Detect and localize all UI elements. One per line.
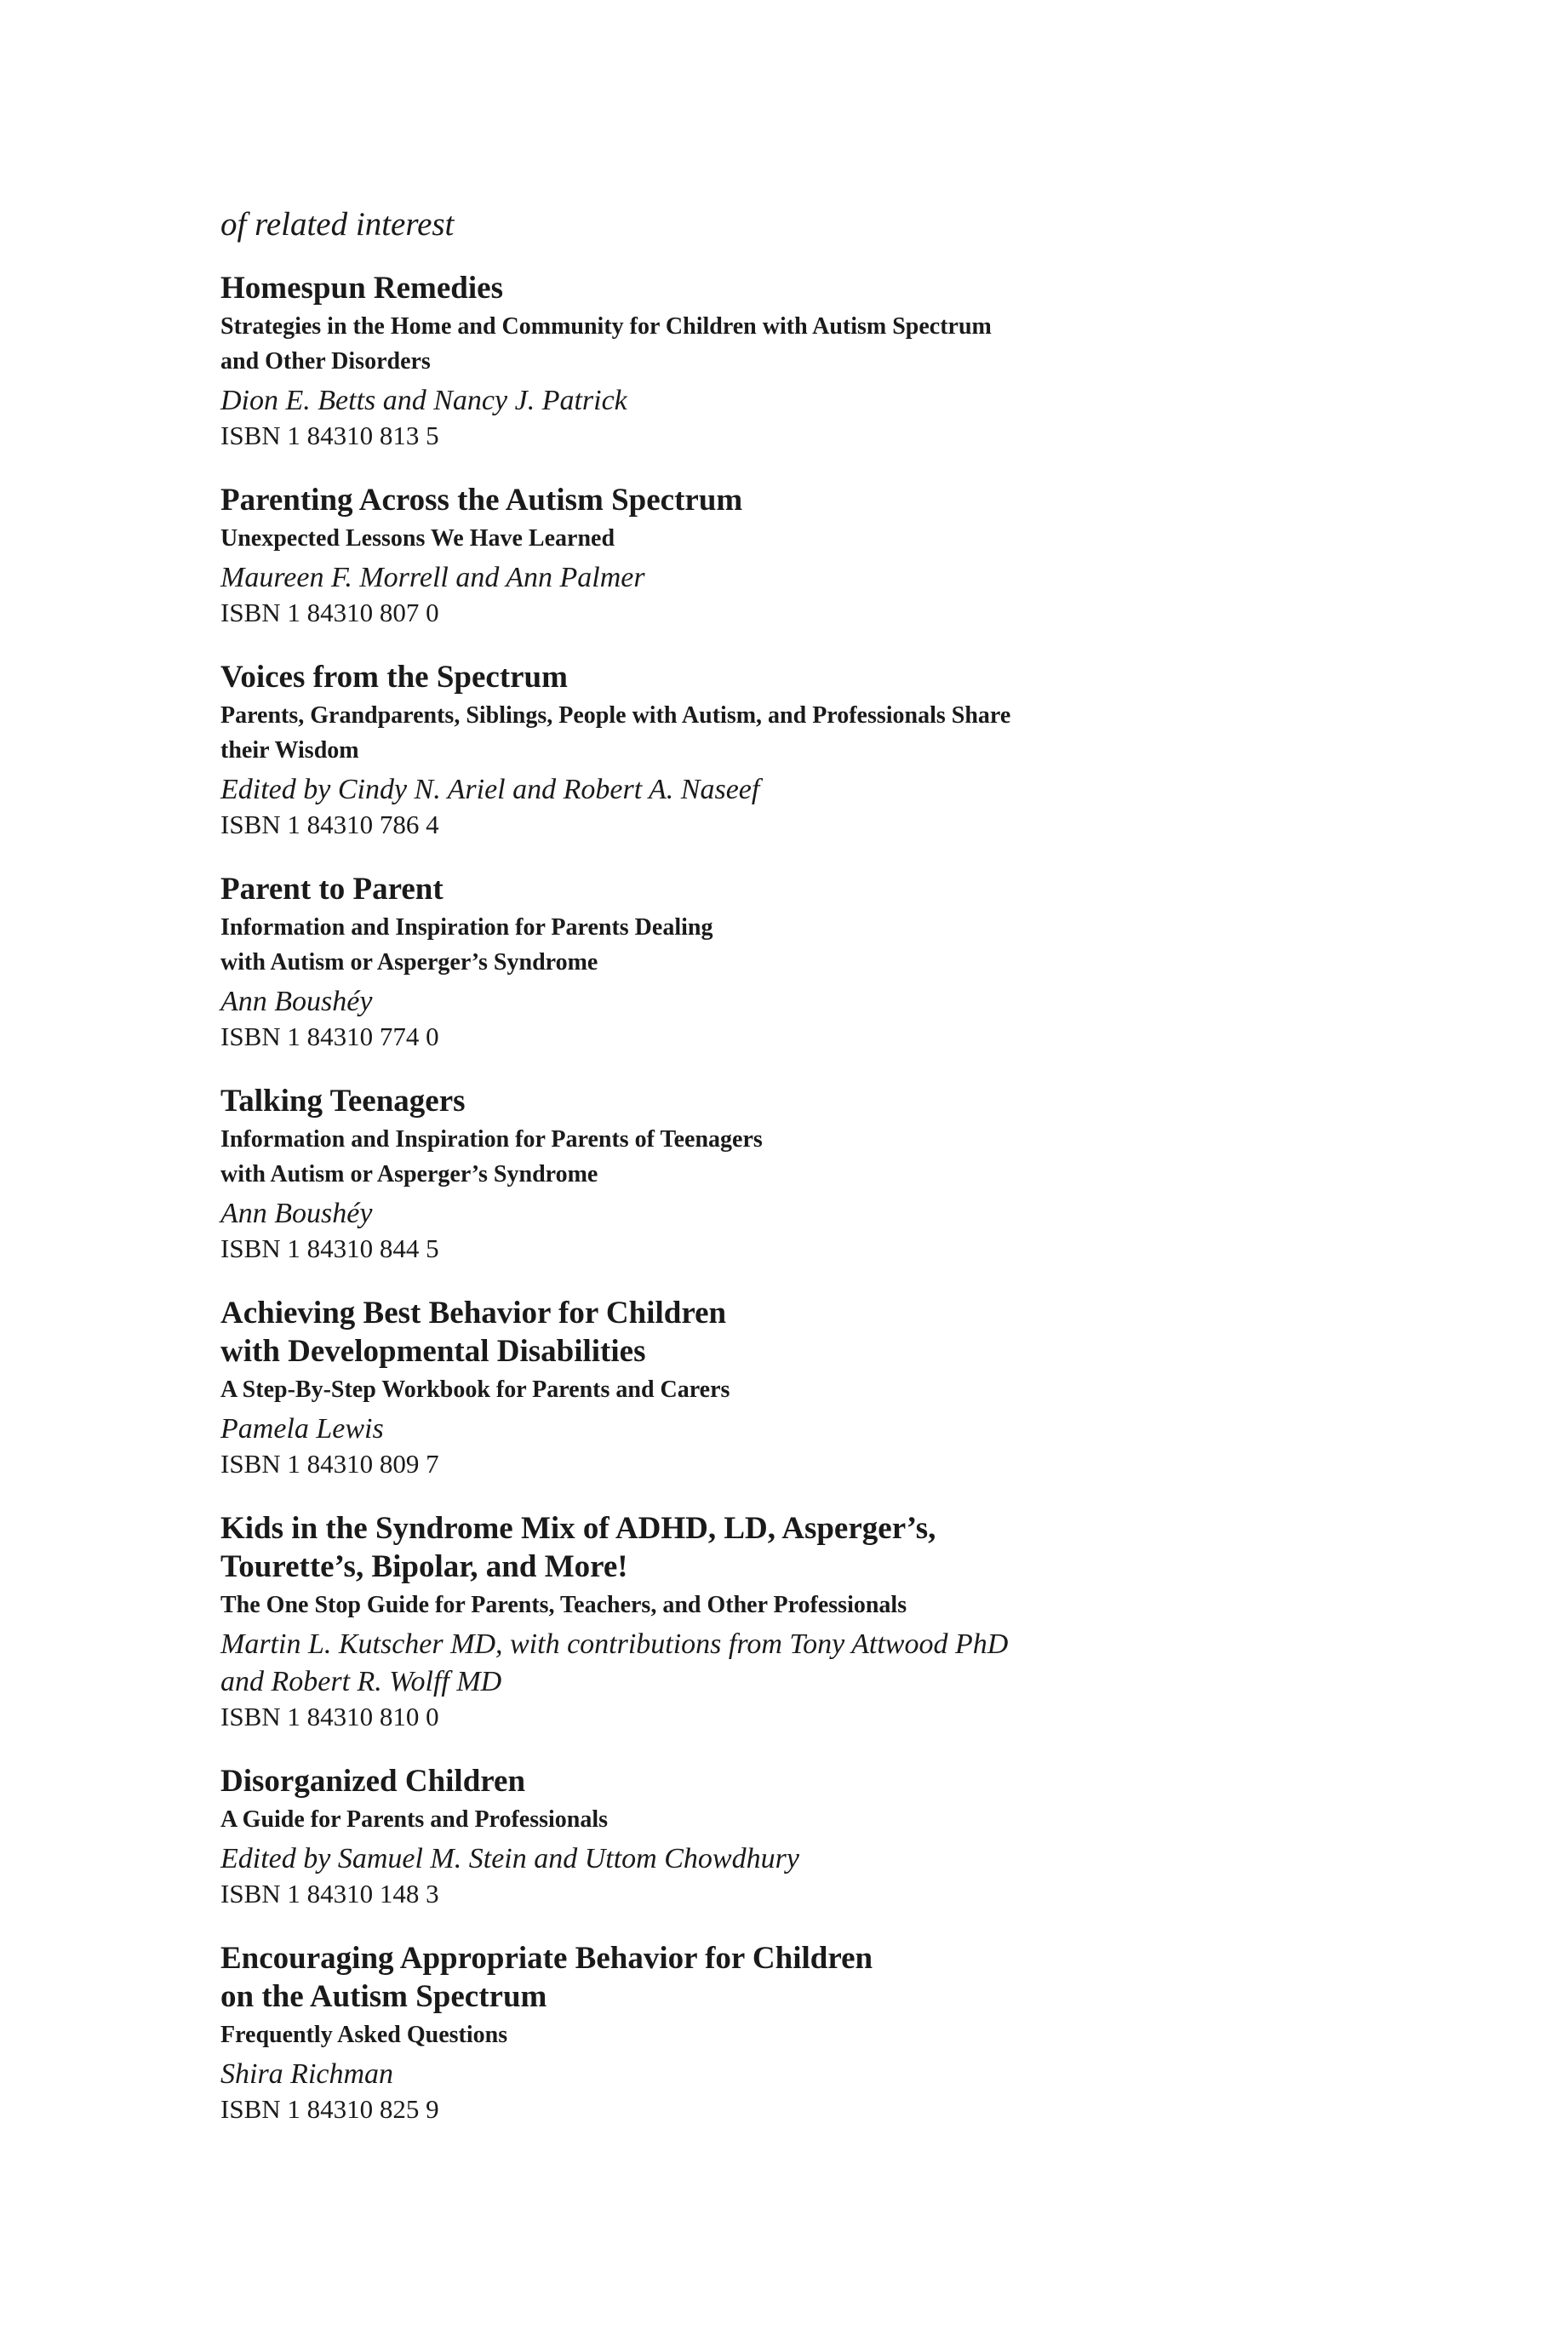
- book-authors: [220, 1195, 1412, 1233]
- book-entry: [220, 1294, 1412, 1480]
- book-isbn: ISBN 1 84310 810 0: [220, 1702, 439, 1731]
- book-title-line: Achieving Best Behavior for Children: [220, 1296, 727, 1331]
- book-subtitle-line: their Wisdom: [220, 737, 359, 764]
- book-title-line: with Developmental Disabilities: [220, 1334, 646, 1369]
- book-isbn: ISBN 1 84310 786 4: [220, 810, 439, 839]
- book-title-line: Encouraging Appropriate Behavior for Children: [220, 1941, 873, 1976]
- book-title-line: Tourette’s, Bipolar, and More!: [220, 1549, 628, 1584]
- book-list: [220, 269, 1412, 2126]
- book-subtitle: [220, 910, 1412, 980]
- book-authors-line: Ann Boushéy: [220, 986, 373, 1017]
- book-title-line: Disorganized Children: [220, 1764, 526, 1799]
- section-heading: of related interest: [220, 206, 455, 243]
- book-subtitle-line: Frequently Asked Questions: [220, 2022, 508, 2048]
- book-authors: [220, 1626, 1412, 1701]
- book-title: [220, 1939, 1412, 2016]
- book-entry: [220, 1762, 1412, 1910]
- book-title: [220, 481, 1412, 519]
- book-subtitle-line: Information and Inspiration for Parents of Teenagers: [220, 1126, 763, 1153]
- book-entry: [220, 1509, 1412, 1733]
- book-subtitle-line: with Autism or Asperger’s Syndrome: [220, 1161, 598, 1187]
- book-title: [220, 1294, 1412, 1371]
- book-entry: [220, 658, 1412, 841]
- book-authors-line: Pamela Lewis: [220, 1413, 384, 1445]
- book-authors: [220, 559, 1412, 597]
- book-authors-line: Maureen F. Morrell and Ann Palmer: [220, 562, 645, 593]
- book-subtitle: [220, 521, 1412, 556]
- book-title: [220, 1082, 1412, 1120]
- book-subtitle: [220, 1802, 1412, 1837]
- book-authors: [220, 1411, 1412, 1448]
- book-title: [220, 870, 1412, 908]
- book-subtitle: [220, 309, 1412, 379]
- book-subtitle-line: with Autism or Asperger’s Syndrome: [220, 949, 598, 976]
- book-subtitle-line: Strategies in the Home and Community for Children with Autism Spectrum: [220, 313, 992, 340]
- book-authors-line: Ann Boushéy: [220, 1198, 373, 1229]
- book-isbn: ISBN 1 84310 825 9: [220, 2094, 439, 2124]
- book-title: [220, 269, 1412, 307]
- book-authors-line: Martin L. Kutscher MD, with contributions from Tony Attwood PhD: [220, 1628, 1009, 1660]
- book-subtitle: [220, 1588, 1412, 1622]
- book-subtitle-line: Parents, Grandparents, Siblings, People with Autism, and Professionals Share: [220, 702, 1011, 729]
- book-entry: [220, 481, 1412, 629]
- book-title-line: Kids in the Syndrome Mix of ADHD, LD, Asperger’s,: [220, 1511, 936, 1546]
- book-subtitle-line: and Other Disorders: [220, 348, 431, 375]
- book-authors-line: and Robert R. Wolff MD: [220, 1666, 502, 1697]
- book-subtitle-line: Unexpected Lessons We Have Learned: [220, 525, 615, 552]
- book-title-line: Talking Teenagers: [220, 1084, 466, 1119]
- book-authors: [220, 382, 1412, 420]
- book-authors-line: Shira Richman: [220, 2058, 394, 2090]
- book-isbn: ISBN 1 84310 774 0: [220, 1021, 439, 1051]
- book-title: [220, 1509, 1412, 1586]
- related-titles-page: [220, 204, 1412, 2155]
- book-title-line: Voices from the Spectrum: [220, 660, 568, 695]
- book-isbn: ISBN 1 84310 813 5: [220, 421, 439, 450]
- book-isbn: ISBN 1 84310 148 3: [220, 1879, 439, 1908]
- book-authors: [220, 771, 1412, 809]
- book-entry: [220, 1939, 1412, 2126]
- book-authors-line: Edited by Cindy N. Ariel and Robert A. Naseef: [220, 774, 760, 805]
- book-title-line: Homespun Remedies: [220, 271, 503, 306]
- book-entry: [220, 1082, 1412, 1265]
- book-subtitle-line: Information and Inspiration for Parents Dealing: [220, 914, 713, 941]
- book-title: [220, 658, 1412, 696]
- book-isbn: ISBN 1 84310 807 0: [220, 598, 439, 627]
- book-authors: [220, 983, 1412, 1021]
- book-authors-line: Edited by Samuel M. Stein and Uttom Chowdhury: [220, 1843, 799, 1874]
- book-subtitle-line: A Guide for Parents and Professionals: [220, 1806, 609, 1833]
- book-title: [220, 1762, 1412, 1800]
- book-title-line: on the Autism Spectrum: [220, 1979, 547, 2014]
- book-title-line: Parent to Parent: [220, 872, 444, 907]
- book-subtitle: [220, 1372, 1412, 1407]
- book-authors: [220, 1840, 1412, 1878]
- book-subtitle: [220, 1122, 1412, 1192]
- book-subtitle-line: The One Stop Guide for Parents, Teachers, and Other Professionals: [220, 1592, 907, 1618]
- book-entry: [220, 870, 1412, 1053]
- book-isbn: ISBN 1 84310 844 5: [220, 1233, 439, 1263]
- book-authors: [220, 2056, 1412, 2093]
- book-subtitle: [220, 2017, 1412, 2052]
- book-title-line: Parenting Across the Autism Spectrum: [220, 483, 743, 518]
- book-subtitle: [220, 698, 1412, 768]
- book-entry: [220, 269, 1412, 452]
- book-isbn: ISBN 1 84310 809 7: [220, 1449, 439, 1479]
- book-authors-line: Dion E. Betts and Nancy J. Patrick: [220, 385, 627, 416]
- book-subtitle-line: A Step-By-Step Workbook for Parents and Carers: [220, 1376, 730, 1403]
